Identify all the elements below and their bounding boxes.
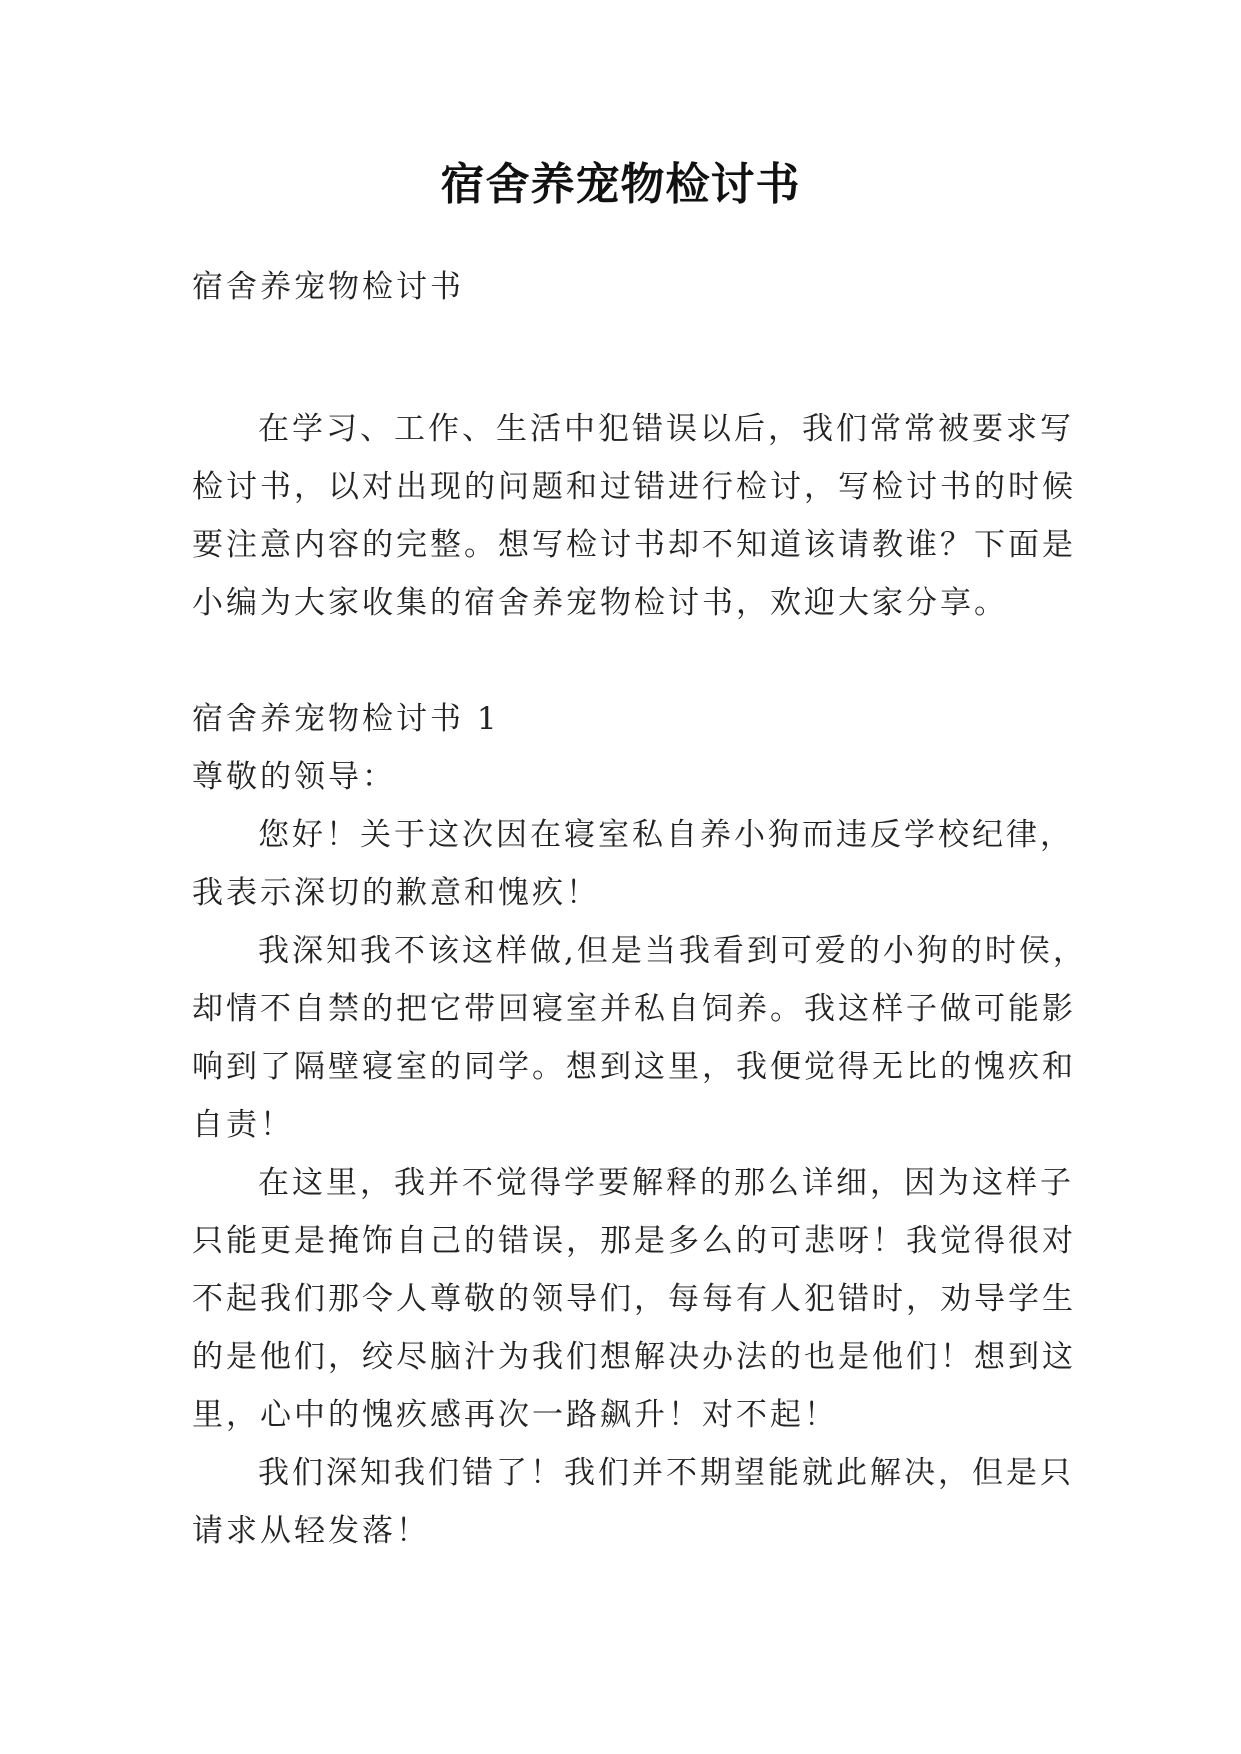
letter-section [192,690,1087,1560]
paragraph-line: 的是他们，绞尽脑汁为我们想解决办法的也是他们！想到这 [192,1339,1076,1375]
intro-line: 小编为大家收集的宿舍养宠物检讨书，欢迎大家分享。 [192,585,1008,621]
paragraph-line: 我们深知我们错了！我们并不期望能就此解决，但是只 [258,1455,1074,1491]
section-title: 宿舍养宠物检讨书 1 [192,701,500,737]
paragraph-line: 不起我们那令人尊敬的领导们，每每有人犯错时，劝导学生 [192,1281,1076,1317]
salutation: 尊敬的领导： [192,759,396,795]
document-title: 宿舍养宠物检讨书 [440,159,801,210]
paragraph-line: 只能更是掩饰自己的错误，那是多么的可悲呀！我觉得很对 [192,1223,1076,1259]
paragraph-line: 响到了隔壁寝室的同学。想到这里，我便觉得无比的愧疚和 [192,1049,1076,1085]
paragraph-line: 我深知我不该这样做,但是当我看到可爱的小狗的时侯， [258,933,1087,969]
intro-line: 要注意内容的完整。想写检讨书却不知道该请教谁？下面是 [192,527,1076,563]
intro-line: 检讨书，以对出现的问题和过错进行检讨，写检讨书的时候 [192,469,1076,505]
document-subtitle [192,258,1062,316]
paragraph-line: 您好！关于这次因在寝室私自养小狗而违反学校纪律， [258,817,1074,853]
paragraph-line: 却情不自禁的把它带回寝室并私自饲养。我这样子做可能影 [192,991,1076,1027]
paragraph-line: 里，心中的愧疚感再次一路飙升！对不起！ [192,1397,838,1433]
paragraph-line: 请求从轻发落！ [192,1513,430,1549]
paragraph-line: 在这里，我并不觉得学要解释的那么详细，因为这样子 [258,1165,1074,1201]
paragraph-line: 自责！ [192,1107,294,1143]
paragraph-line: 我表示深切的歉意和愧疚！ [192,875,600,911]
intro-paragraph [192,400,1076,632]
intro-line: 在学习、工作、生活中犯错误以后，我们常常被要求写 [258,411,1074,447]
subtitle-text: 宿舍养宠物检讨书 [192,269,464,305]
